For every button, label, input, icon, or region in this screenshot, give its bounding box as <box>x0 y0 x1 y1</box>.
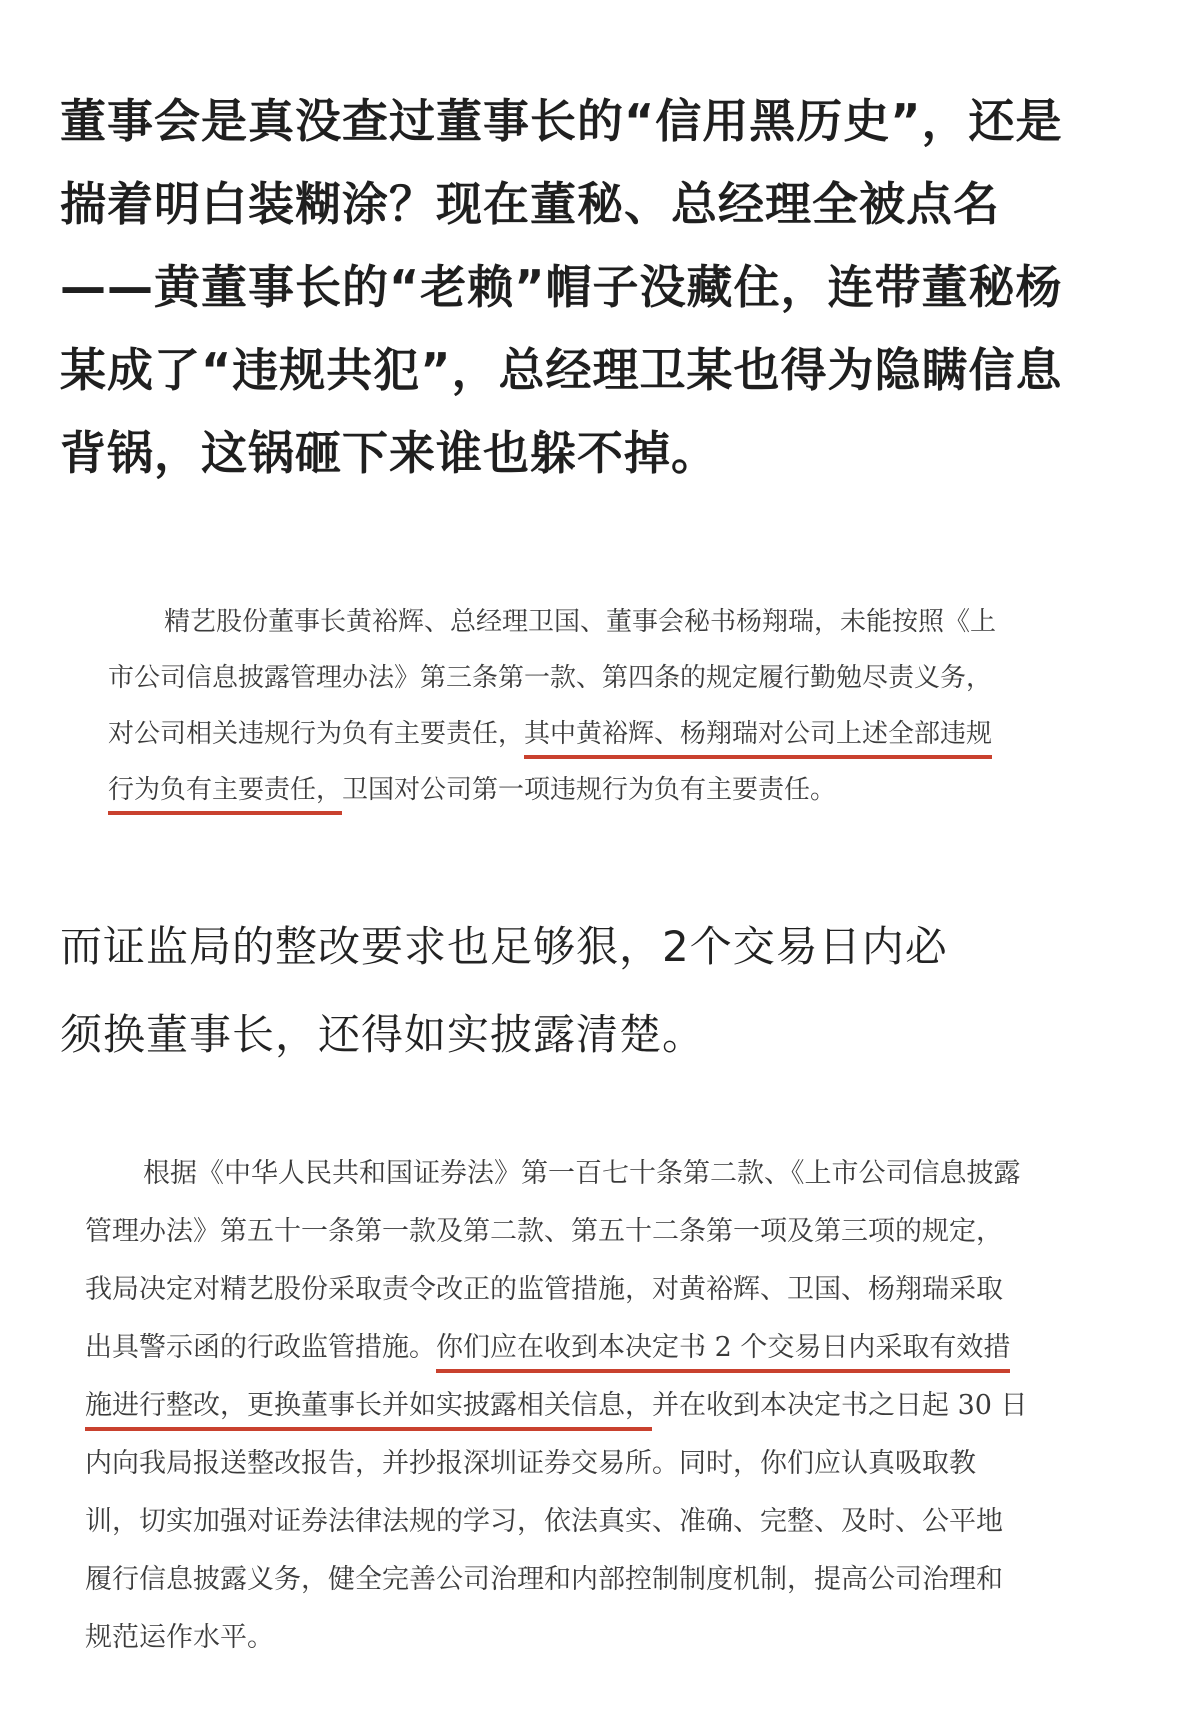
commentary-line: 某成了“违规共犯”，总经理卫某也得为隐瞒信息 <box>60 343 1063 397</box>
underlined-excerpt: 你们应在收到本决定书 2 个交易日内采取有效措 <box>436 1332 1010 1373</box>
commentary-line: 背锅，这锅砸下来谁也躲不掉。 <box>60 426 718 480</box>
excerpt-line: 市公司信息披露管理办法》第三条第一款、第四条的规定履行勤勉尽责义务， <box>108 663 993 693</box>
commentary-paragraph-1 <box>60 80 1130 495</box>
excerpt-line: 训，切实加强对证券法律法规的学习，依法真实、准确、完整、及时、公平地 <box>85 1506 1003 1537</box>
commentary-paragraph-2 <box>60 903 1130 1079</box>
underlined-excerpt: 行为负有主要责任， <box>108 775 342 815</box>
excerpt-text: 对公司相关违规行为负有主要责任， <box>108 719 525 749</box>
excerpt-text: 根据《中华人民共和国证券法》第一百七十条第二款、《上市公司信息披露 <box>143 1158 1021 1189</box>
excerpt-line: 我局决定对精艺股份采取责令改正的监管措施，对黄裕辉、卫国、杨翔瑞采取 <box>85 1274 1003 1305</box>
excerpt-line <box>85 1145 1115 1203</box>
excerpt-line <box>108 594 1088 650</box>
excerpt-text: 卫国对公司第一项违规行为负有主要责任。 <box>342 775 837 805</box>
document-excerpt-2 <box>85 1145 1115 1667</box>
excerpt-line: 规范运作水平。 <box>85 1622 274 1653</box>
excerpt-line <box>108 762 1088 818</box>
underlined-excerpt: 其中黄裕辉、杨翔瑞对公司上述全部违规 <box>524 719 992 759</box>
excerpt-line: 管理办法》第五十一条第一款及第二款、第五十二条第一项及第三项的规定， <box>85 1216 1003 1247</box>
commentary-line: 揣着明白装糊涂？现在董秘、总经理全被点名 <box>60 177 1000 231</box>
underlined-excerpt: 施进行整改，更换董事长并如实披露相关信息， <box>85 1390 652 1431</box>
commentary-line: ——黄董事长的“老赖”帽子没藏住，连带董秘杨 <box>60 260 1063 314</box>
commentary-line: 须换董事长，还得如实披露清楚。 <box>60 1010 706 1059</box>
excerpt-text: 精艺股份董事长黄裕辉、总经理卫国、董事会秘书杨翔瑞，未能按照《上 <box>164 607 997 637</box>
excerpt-line <box>85 1377 1115 1435</box>
excerpt-line <box>85 1319 1115 1377</box>
document-excerpt-1 <box>108 594 1088 818</box>
excerpt-line: 内向我局报送整改报告，并抄报深圳证券交易所。同时，你们应认真吸取教 <box>85 1448 976 1479</box>
excerpt-line: 履行信息披露义务，健全完善公司治理和内部控制制度机制，提高公司治理和 <box>85 1564 1003 1595</box>
commentary-line: 董事会是真没查过董事长的“信用黑历史”，还是 <box>60 94 1063 148</box>
excerpt-text: 出具警示函的行政监管措施。 <box>85 1332 436 1363</box>
commentary-line: 而证监局的整改要求也足够狠，2个交易日内必 <box>60 922 948 971</box>
excerpt-line <box>108 706 1088 762</box>
excerpt-text: 并在收到本决定书之日起 30 日 <box>652 1390 1028 1421</box>
